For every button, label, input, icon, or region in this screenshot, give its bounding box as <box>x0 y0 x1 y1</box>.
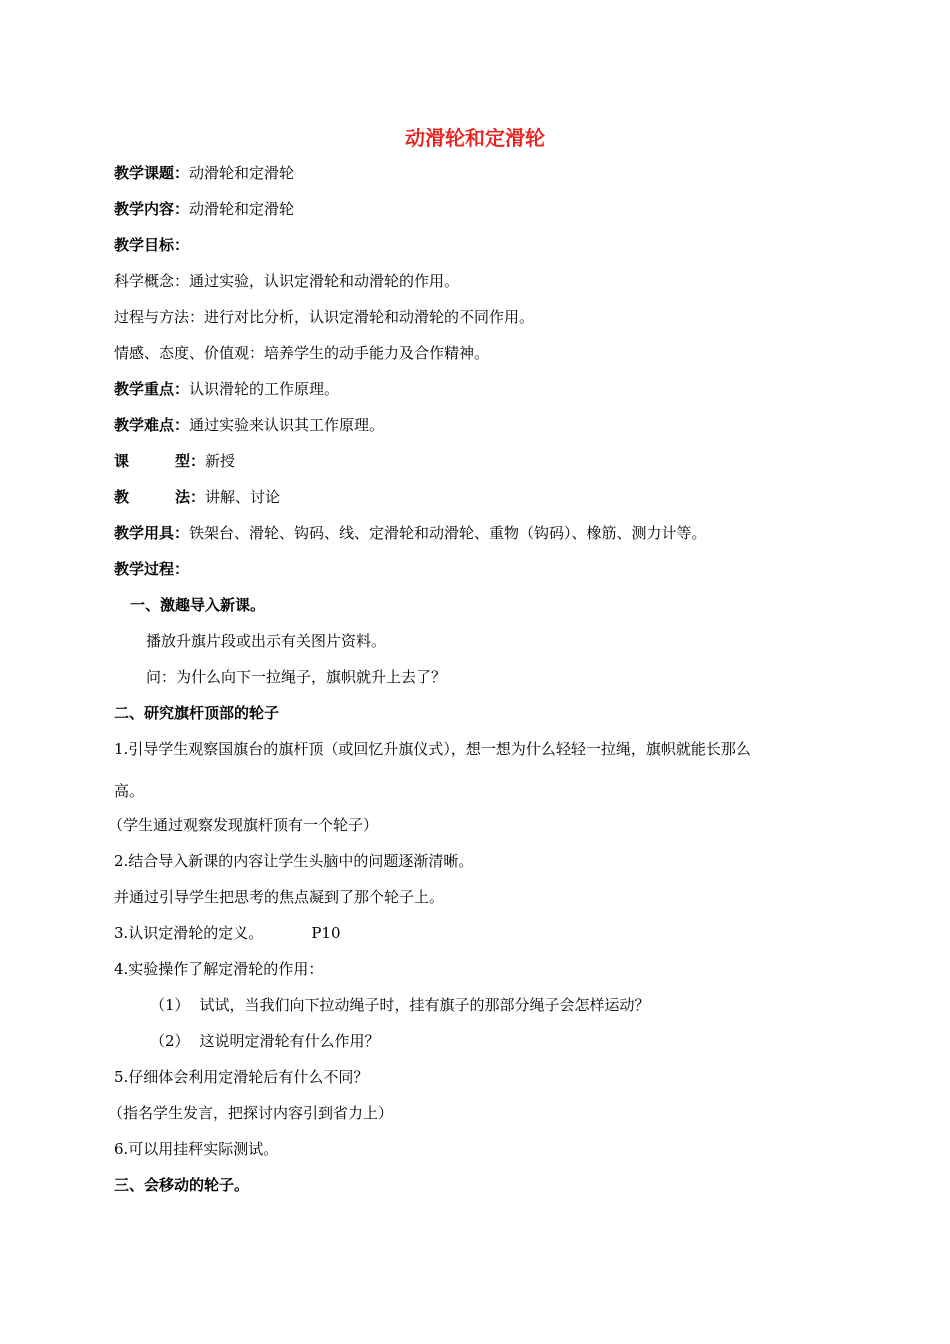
method-value: 讲解、讨论 <box>205 488 281 506</box>
section-2-heading: 二、研究旗杆顶部的轮子 <box>114 704 280 722</box>
difficulty-label: 教学难点： <box>114 416 190 434</box>
item-1-text: 试试，当我们向下拉动绳子时，挂有旗子的那部分绳子会怎样运动？ <box>199 996 650 1014</box>
content-row <box>114 199 294 219</box>
topic-label: 教学课题： <box>114 164 190 182</box>
step-6-text: 6.可以用挂秤实际测试。 <box>114 1140 279 1158</box>
goals-label: 教学目标： <box>114 236 190 254</box>
step-2-continued: 并通过引导学生把思考的焦点凝到了那个轮子上。 <box>114 888 445 906</box>
lesson-type-value: 新授 <box>205 452 236 470</box>
difficulty-row <box>114 415 384 435</box>
step-3-row <box>114 923 341 943</box>
key-point-value: 认识滑轮的工作原理。 <box>189 380 340 398</box>
method-label-first: 教 <box>114 488 130 506</box>
teaching-method-row <box>114 487 280 507</box>
step-1-note: （学生通过观察发现旗杆顶有一个轮子） <box>108 816 379 834</box>
lesson-type-label-first: 课 <box>114 452 130 470</box>
step-2-text: 2.结合导入新课的内容让学生头脑中的问题逐渐清晰。 <box>114 852 474 870</box>
content-value: 动滑轮和定滑轮 <box>189 200 295 218</box>
topic-value: 动滑轮和定滑轮 <box>189 164 295 182</box>
document-title: 动滑轮和定滑轮 <box>405 126 545 150</box>
step-5-text: 5.仔细体会利用定滑轮后有什么不同？ <box>114 1068 369 1086</box>
lesson-type-label-second: 型： <box>175 452 206 470</box>
page-reference: P10 <box>311 924 341 942</box>
goal-process: 过程与方法：进行对比分析，认识定滑轮和动滑轮的不同作用。 <box>114 308 535 326</box>
step-1-continued: 高。 <box>114 782 145 800</box>
goal-science: 科学概念：通过实验，认识定滑轮和动滑轮的作用。 <box>114 272 460 290</box>
item-1-number: （1） <box>150 996 190 1014</box>
key-point-label: 教学重点： <box>114 380 190 398</box>
goal-attitude: 情感、态度、价值观：培养学生的动手能力及合作精神。 <box>114 344 490 362</box>
lesson-type-row <box>114 451 235 471</box>
tools-row <box>114 523 707 543</box>
step-3-text: 3.认识定滑轮的定义。 <box>114 924 264 942</box>
section-3-heading: 三、会移动的轮子。 <box>114 1176 250 1194</box>
section-1-paragraph-1: 播放升旗片段或出示有关图片资料。 <box>146 632 387 650</box>
process-label: 教学过程： <box>114 560 190 578</box>
tools-value: 铁架台、滑轮、钩码、线、定滑轮和动滑轮、重物（钩码）、橡筋、测力计等。 <box>189 524 707 542</box>
step-4-item-1 <box>150 995 650 1015</box>
tools-label: 教学用具： <box>114 524 190 542</box>
section-1-heading: 一、激趣导入新课。 <box>130 596 266 614</box>
method-label-second: 法： <box>175 488 206 506</box>
item-2-number: （2） <box>150 1032 190 1050</box>
difficulty-value: 通过实验来认识其工作原理。 <box>189 416 385 434</box>
content-label: 教学内容： <box>114 200 190 218</box>
topic-row <box>114 163 294 183</box>
step-4-text: 4.实验操作了解定滑轮的作用： <box>114 960 324 978</box>
step-4-item-2 <box>150 1031 380 1051</box>
item-2-text: 这说明定滑轮有什么作用？ <box>199 1032 380 1050</box>
step-5-note: （指名学生发言，把探讨内容引到省力上） <box>108 1104 394 1122</box>
section-1-paragraph-2: 问：为什么向下一拉绳子，旗帜就升上去了？ <box>146 668 447 686</box>
key-point-row <box>114 379 339 399</box>
step-1-text: 1.引导学生观察国旗台的旗杆顶（或回忆升旗仪式），想一想为什么轻轻一拉绳，旗帜就能长那么 <box>114 740 751 758</box>
